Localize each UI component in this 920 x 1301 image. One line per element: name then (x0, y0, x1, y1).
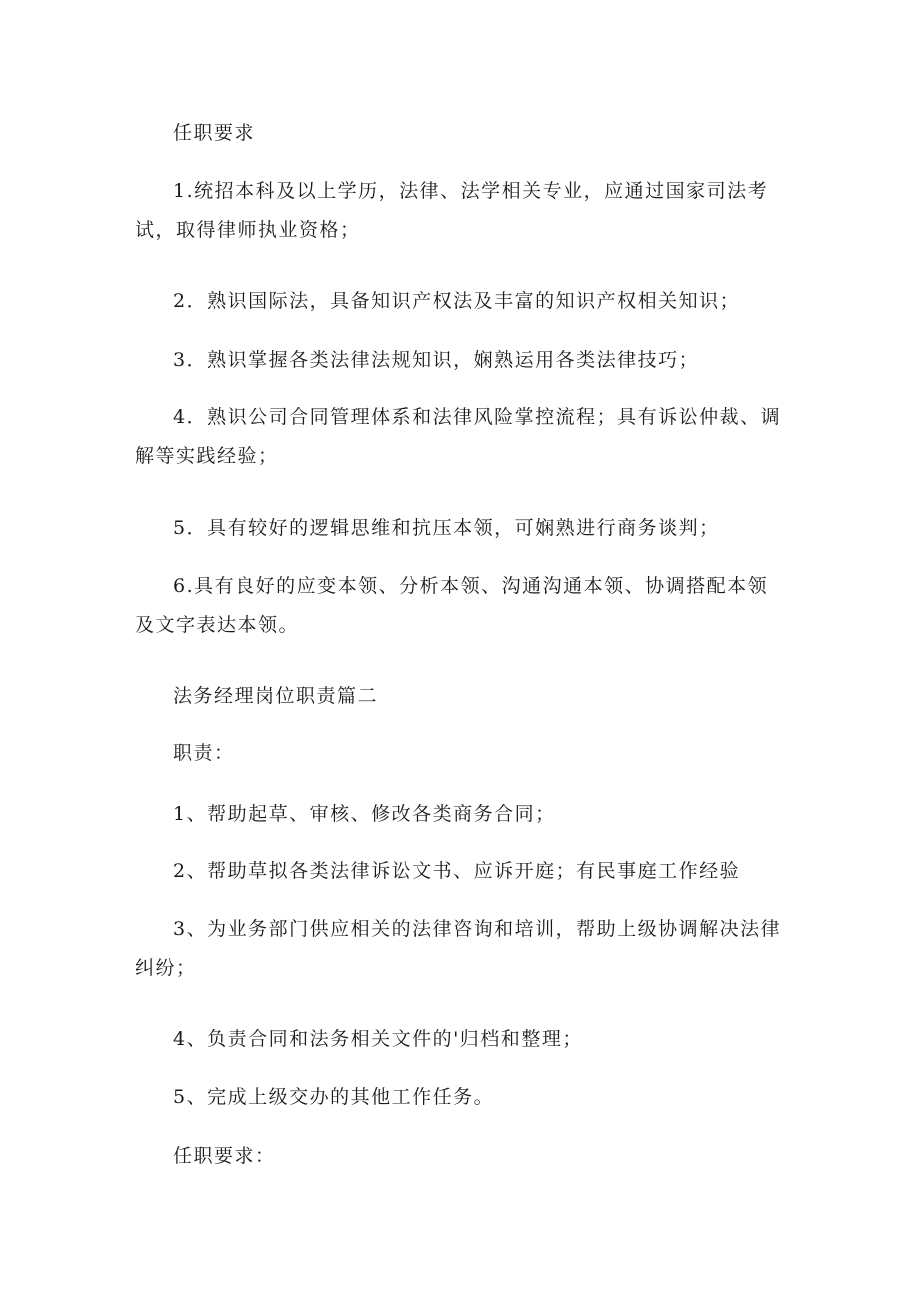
paragraph-duty-3: 3、为业务部门供应相关的法律咨询和培训，帮助上级协调解决法律纠纷； (135, 918, 782, 979)
paragraph-duty-2: 2、帮助草拟各类法律诉讼文书、应诉开庭；有民事庭工作经验 (173, 860, 741, 882)
paragraph-duty-4: 4、负责合同和法务相关文件的'归档和整理； (173, 1028, 583, 1050)
section-heading-requirements-2: 任职要求： (173, 1145, 276, 1167)
paragraph-requirement-3: 3．熟识掌握各类法律法规知识，娴熟运用各类法律技巧； (173, 349, 700, 371)
section-heading-duties: 职责： (173, 742, 235, 764)
paragraph-requirement-1: 1.统招本科及以上学历，法律、法学相关专业，应通过国家司法考试，取得律师执业资格； (135, 180, 769, 241)
paragraph-requirement-4: 4．熟识公司合同管理体系和法律风险掌控流程；具有诉讼仲裁、调解等实践经验； (135, 406, 782, 467)
paragraph-requirement-6: 6.具有良好的应变本领、分析本领、沟通沟通本领、协调搭配本领及文字表达本领。 (135, 575, 769, 636)
paragraph-requirement-2: 2．熟识国际法，具备知识产权法及丰富的知识产权相关知识； (173, 290, 741, 312)
section-heading-requirements: 任职要求 (173, 122, 256, 144)
paragraph-requirement-5: 5．具有较好的逻辑思维和抗压本领，可娴熟进行商务谈判； (173, 517, 720, 539)
section-title-part-two: 法务经理岗位职责篇二 (173, 685, 379, 707)
paragraph-duty-1: 1、帮助起草、审核、修改各类商务合同； (173, 803, 556, 825)
paragraph-duty-5: 5、完成上级交办的其他工作任务。 (173, 1086, 495, 1108)
